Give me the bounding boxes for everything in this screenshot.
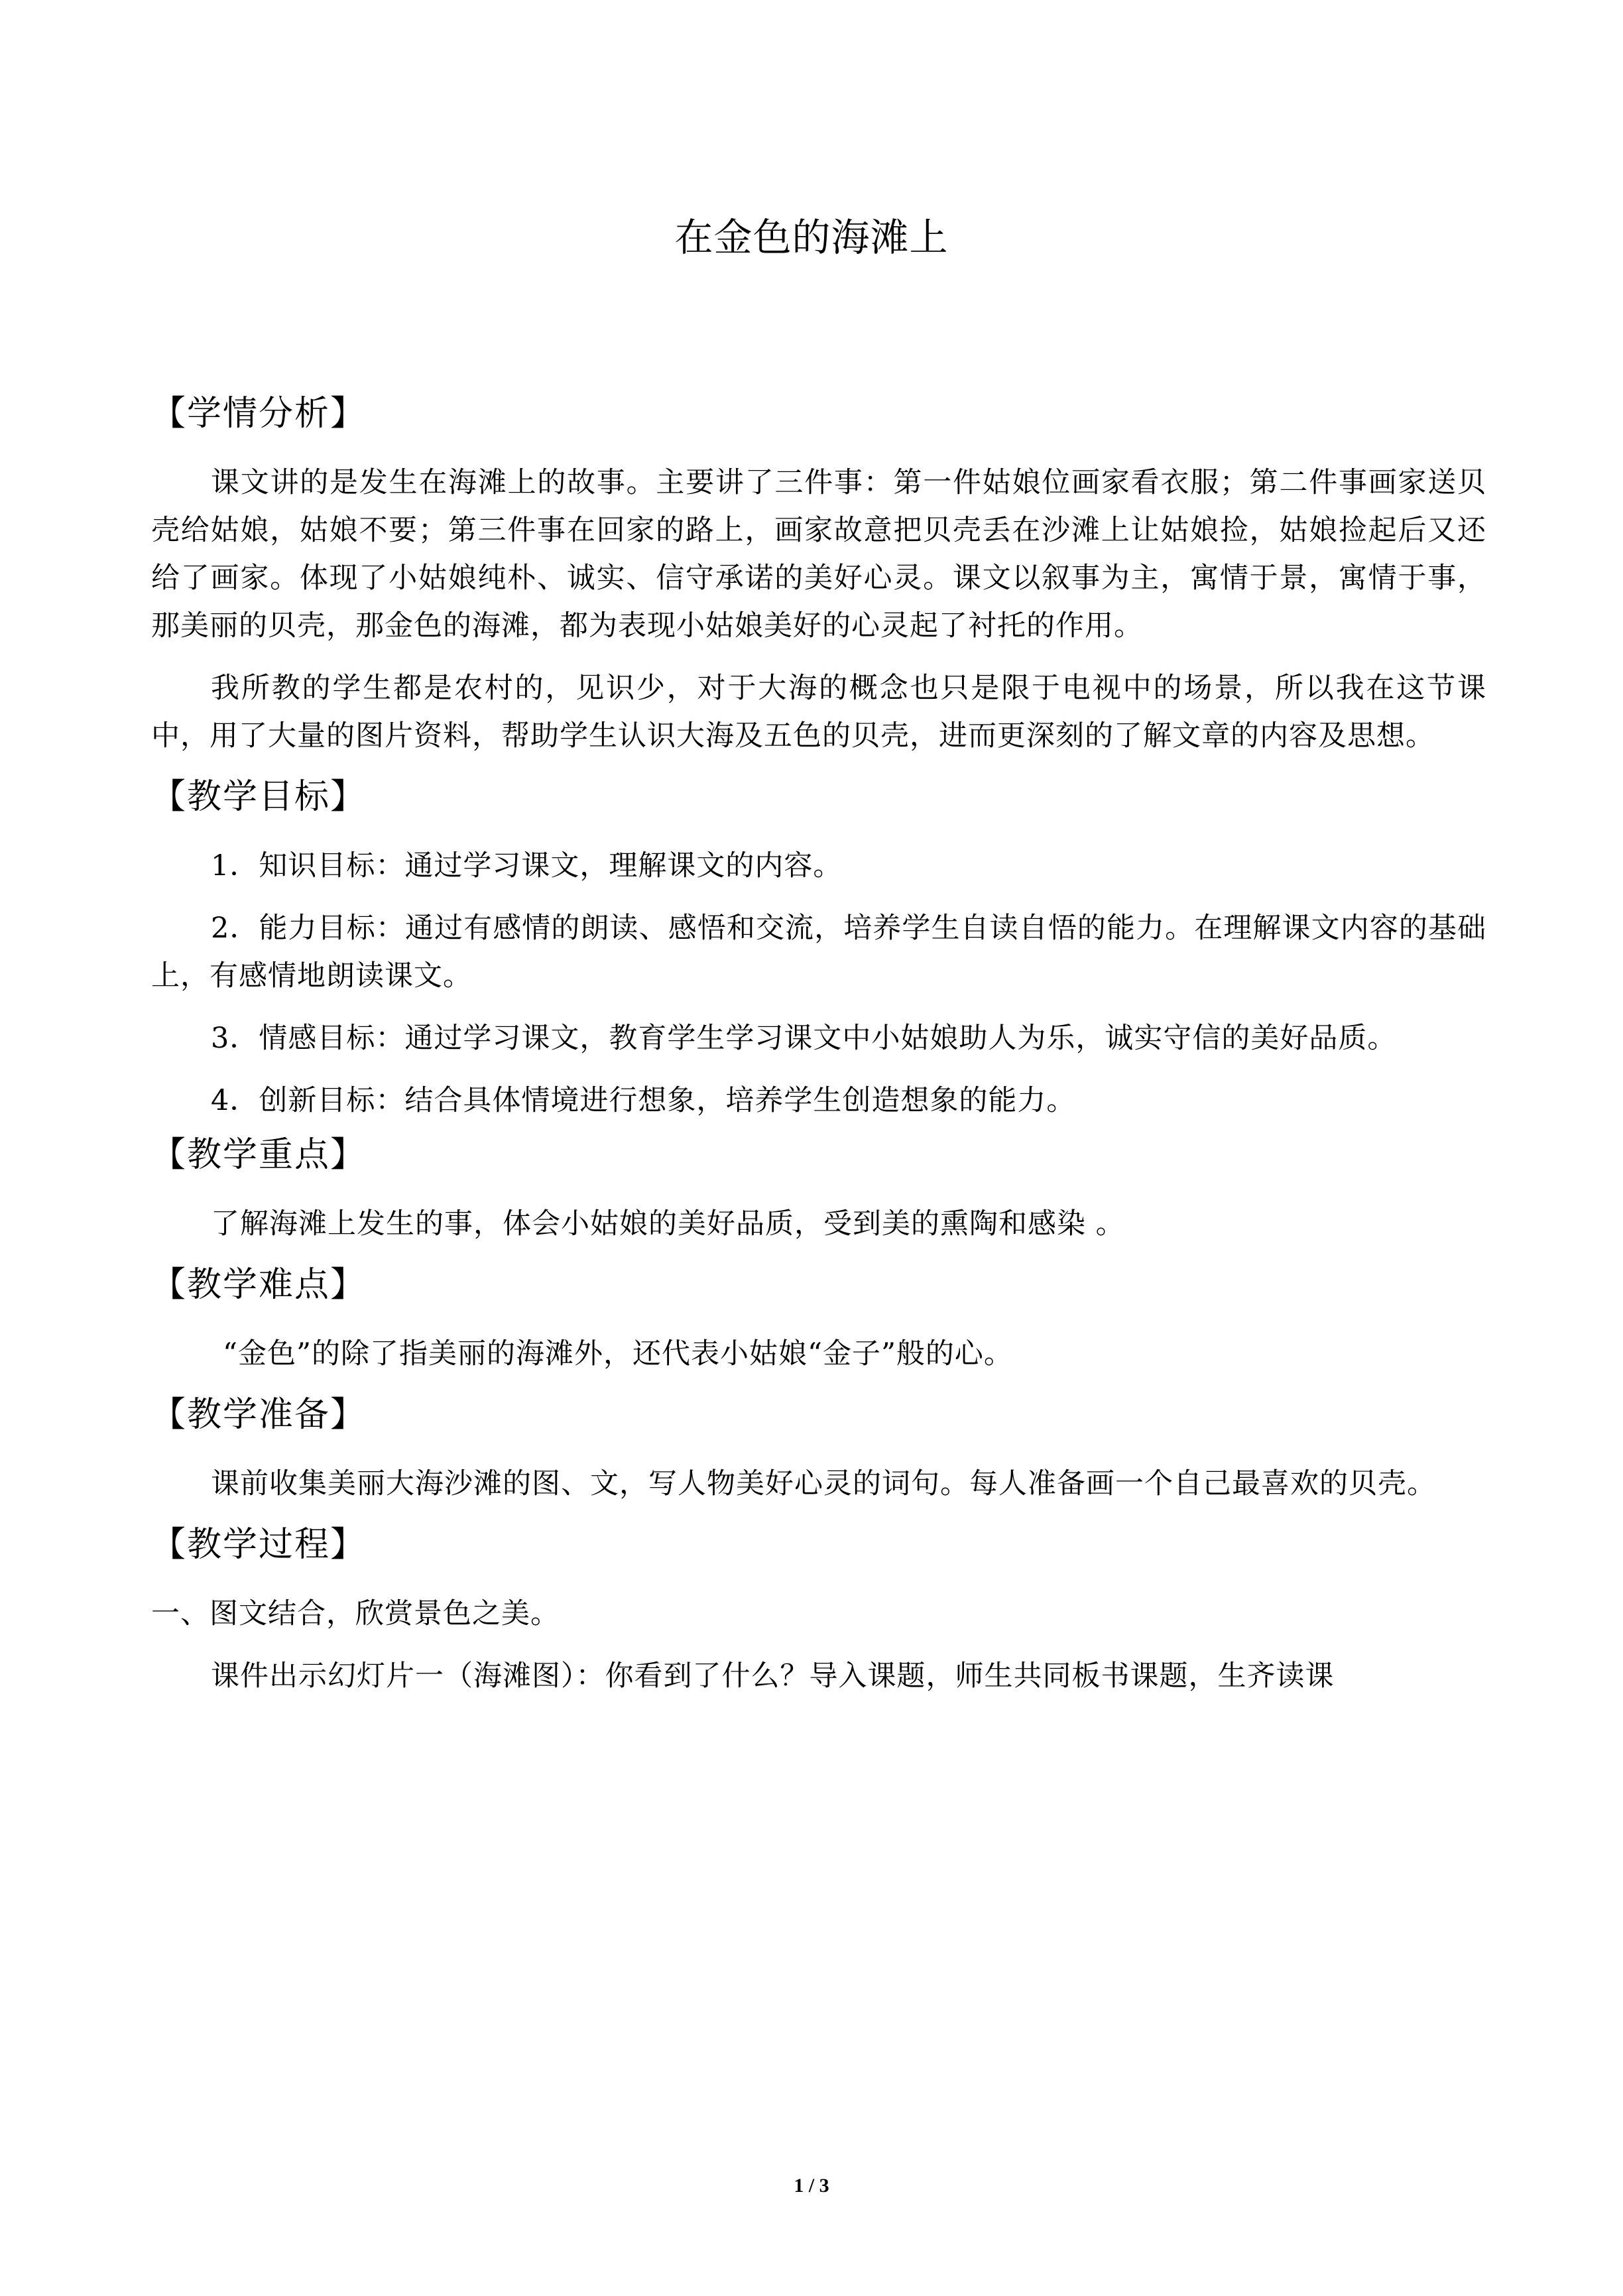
- document-title: 在金色的海滩上: [674, 215, 949, 260]
- difficulties-text: “金色”的除了指美丽的海滩外，还代表小姑娘“金子”般的心。: [223, 1337, 1013, 1370]
- document-body: [151, 383, 1486, 1700]
- key-points-text: 了解海滩上发生的事，体会小姑娘的美好品质，受到美的熏陶和感染 。: [211, 1207, 1125, 1240]
- section-heading-key-points: 【教学重点】: [151, 1135, 367, 1175]
- process-step-1-text: 课件出示幻灯片一（海滩图）：你看到了什么？导入课题，师生共同板书课题，生齐读课: [211, 1660, 1335, 1693]
- section-heading-analysis: 【学情分析】: [151, 394, 367, 434]
- page-number: 1 / 3: [794, 2175, 829, 2197]
- section-heading-goals: 【教学目标】: [151, 777, 367, 817]
- section-heading-process: 【教学过程】: [151, 1525, 367, 1565]
- section-heading-difficulties: 【教学难点】: [151, 1265, 367, 1305]
- process-step-1: 一、图文结合，欣赏景色之美。: [151, 1597, 560, 1630]
- analysis-paragraph-1: 课文讲的是发生在海滩上的故事。主要讲了三件事：第一件姑娘位画家看衣服；第二件事画家送贝壳给姑娘，姑娘不要；第三件事在回家的路上，画家故意把贝壳丢在沙滩上让姑娘捡，姑娘捡起后又还给了画家。体现了小姑娘纯朴、诚实、信守承诺的美好心灵。课文以叙事为主，寓情于景，寓情于事，那美丽的贝壳，那金色的海滩，都为表现小姑娘美好的心灵起了衬托的作用。: [151, 466, 1486, 642]
- goal-item-3: 3．情感目标：通过学习课文，教育学生学习课文中小姑娘助人为乐，诚实守信的美好品质。: [211, 1022, 1397, 1055]
- goal-item-2: 2．能力目标：通过有感情的朗读、感悟和交流，培养学生自读自悟的能力。在理解课文内容的基础上，有感情地朗读课文。: [151, 912, 1486, 993]
- goal-item-4: 4．创新目标：结合具体情境进行想象，培养学生创造想象的能力。: [211, 1084, 1076, 1117]
- goal-item-1: 1．知识目标：通过学习课文，理解课文的内容。: [211, 849, 843, 882]
- preparation-text: 课前收集美丽大海沙滩的图、文，写人物美好心灵的词句。每人准备画一个自己最喜欢的贝壳。: [211, 1467, 1436, 1500]
- analysis-paragraph-2: 我所教的学生都是农村的，见识少，对于大海的概念也只是限于电视中的场景，所以我在这节课中，用了大量的图片资料，帮助学生认识大海及五色的贝壳，进而更深刻的了解文章的内容及思想。: [151, 672, 1486, 753]
- section-heading-preparation: 【教学准备】: [151, 1395, 367, 1435]
